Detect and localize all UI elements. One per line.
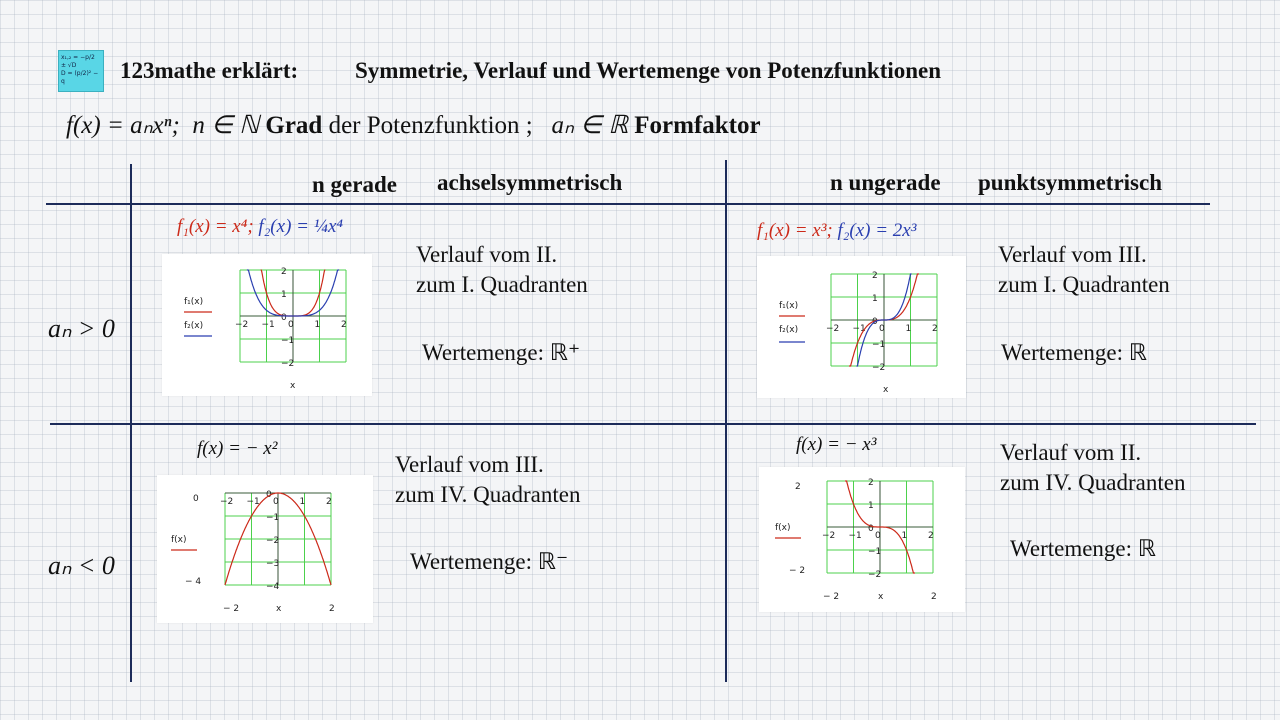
tl-xtick: 2 (341, 320, 347, 330)
tr-ytick: −2 (872, 363, 886, 373)
br-legend-f: f(x) (775, 523, 791, 533)
bl-outer-y-bottom: − 4 (185, 577, 202, 587)
bl-xtick: −2 (220, 497, 234, 507)
tl-ytick: −2 (281, 359, 295, 369)
tr-f2: f₂(x) = 2x³ (837, 220, 917, 241)
tr-ytick: 1 (872, 294, 878, 304)
br-ytick: 0 (868, 524, 874, 534)
tr-verlauf-line1: Verlauf vom III. (998, 242, 1147, 267)
br-ytick: −1 (868, 547, 882, 557)
tl-legend-f2: f₂(x) (184, 321, 204, 331)
br-ytick: −2 (868, 570, 882, 580)
tl-legend-f1: f₁(x) (184, 297, 204, 307)
bl-ytick: −3 (266, 559, 280, 569)
tl-verlauf-line2: zum I. Quadranten (416, 272, 588, 297)
tl-plot-svg (162, 254, 372, 396)
col-left-sym: achselsymmetrisch (437, 170, 623, 195)
formula-formfaktor: Formfaktor (634, 112, 761, 139)
tl-f2: f₂(x) = ¼x⁴ (258, 216, 344, 237)
tr-ytick: 0 (872, 317, 878, 327)
tr-verlauf (998, 240, 1170, 300)
tr-legend-f2: f₂(x) (779, 325, 799, 335)
tr-xtick: −2 (826, 324, 840, 334)
tl-verlauf-line1: Verlauf vom II. (416, 242, 558, 267)
tl-xlabel: x (290, 381, 296, 391)
tr-f1: f₁(x) = x³; (757, 220, 833, 241)
br-xtick: −1 (848, 531, 862, 541)
bl-legend-f: f(x) (171, 535, 187, 545)
tr-xtick: 1 (905, 324, 912, 334)
tr-xtick: 2 (932, 324, 938, 334)
br-ytick: 2 (868, 478, 874, 488)
bl-plot (157, 475, 373, 623)
formula-grad: Grad (265, 112, 323, 139)
br-function-title: f(x) = − x³ (796, 434, 877, 455)
bl-wertemenge: Wertemenge: ℝ⁻ (410, 549, 569, 574)
br-xtick: 1 (901, 531, 908, 541)
br-outer-x-left: − 2 (823, 592, 840, 602)
bl-function-title: f(x) = − x² (197, 438, 278, 459)
tl-xtick: −2 (235, 320, 249, 330)
bl-xtick: 1 (299, 497, 306, 507)
br-xtick: −2 (822, 531, 836, 541)
logo (58, 50, 104, 92)
tl-ytick: −1 (281, 336, 295, 346)
formula-lhs: f(x) = aₙxⁿ; (66, 112, 180, 139)
tr-legend-f1: f₁(x) (779, 301, 799, 311)
table-divider-middle (725, 160, 727, 682)
br-outer-y-bottom: − 2 (789, 566, 806, 576)
tl-ytick: 0 (281, 313, 287, 323)
tl-xtick: −1 (261, 320, 275, 330)
tl-xtick: 0 (288, 320, 294, 330)
tr-ytick: 2 (872, 271, 878, 281)
bl-outer-y-top: 0 (193, 494, 199, 504)
br-verlauf (1000, 438, 1185, 498)
table-divider-row (50, 423, 1256, 425)
col-left-n: n gerade (312, 172, 397, 197)
tr-xtick: −1 (852, 324, 866, 334)
tr-plot-svg (757, 256, 966, 398)
row-label-negative: aₙ < 0 (48, 551, 115, 580)
tl-function-title (177, 216, 343, 238)
row-label-positive: aₙ > 0 (48, 314, 115, 343)
br-xlabel: x (878, 592, 884, 602)
br-ytick: 1 (868, 501, 874, 511)
br-outer-x-right: 2 (931, 592, 937, 602)
col-right-sym: punktsymmetrisch (978, 170, 1163, 195)
br-xtick: 0 (875, 531, 881, 541)
bl-ytick: −2 (266, 536, 280, 546)
bl-ytick: −4 (266, 582, 280, 592)
br-xtick: 2 (928, 531, 934, 541)
bl-ytick: −1 (266, 513, 280, 523)
bl-plot-svg (157, 475, 373, 623)
bl-outer-x-left: − 2 (223, 604, 240, 614)
bl-xtick: −1 (246, 497, 260, 507)
formula-n: n ∈ ℕ (192, 112, 260, 139)
bl-verlauf-line1: Verlauf vom III. (395, 452, 544, 477)
page-title: Symmetrie, Verlauf und Wertemenge von Potenzfunktionen (355, 58, 942, 83)
col-right-n: n ungerade (830, 170, 941, 195)
tl-verlauf (416, 240, 588, 300)
tr-ytick: −1 (872, 340, 886, 350)
br-outer-y-top: 2 (795, 482, 801, 492)
bl-outer-x-right: 2 (329, 604, 335, 614)
tr-plot (757, 256, 966, 398)
bl-xtick: 0 (273, 497, 279, 507)
br-wertemenge: Wertemenge: ℝ (1010, 536, 1156, 561)
tr-xlabel: x (883, 385, 889, 395)
logo-line-1: x₁,₂ = −p/2 ± √D (61, 54, 95, 69)
general-formula (66, 110, 761, 140)
bl-ytick: 0 (266, 490, 272, 500)
tl-xtick: 1 (314, 320, 321, 330)
tr-xtick: 0 (879, 324, 885, 334)
br-plot (759, 467, 965, 612)
br-plot-svg (759, 467, 965, 612)
tr-verlauf-line2: zum I. Quadranten (998, 272, 1170, 297)
bl-xlabel: x (276, 604, 282, 614)
tl-wertemenge: Wertemenge: ℝ⁺ (422, 340, 581, 365)
formula-a: aₙ ∈ ℝ (551, 112, 629, 139)
br-verlauf-line2: zum IV. Quadranten (1000, 470, 1186, 495)
bl-xtick: 2 (326, 497, 332, 507)
bl-verlauf (395, 450, 580, 510)
tl-plot (162, 254, 372, 396)
table-divider-header (46, 203, 1210, 205)
tl-f1: f₁(x) = x⁴; (177, 216, 254, 237)
tr-wertemenge: Wertemenge: ℝ (1001, 340, 1147, 365)
tl-ytick: 1 (281, 290, 287, 300)
tr-function-title (757, 220, 916, 242)
br-verlauf-line1: Verlauf vom II. (1000, 440, 1142, 465)
header-brand: 123mathe erklärt: (120, 58, 299, 83)
tl-ytick: 2 (281, 267, 287, 277)
bl-verlauf-line2: zum IV. Quadranten (395, 482, 581, 507)
formula-grad-rest: der Potenzfunktion ; (328, 112, 533, 139)
logo-line-2: D = (p/2)² − q (61, 70, 99, 85)
